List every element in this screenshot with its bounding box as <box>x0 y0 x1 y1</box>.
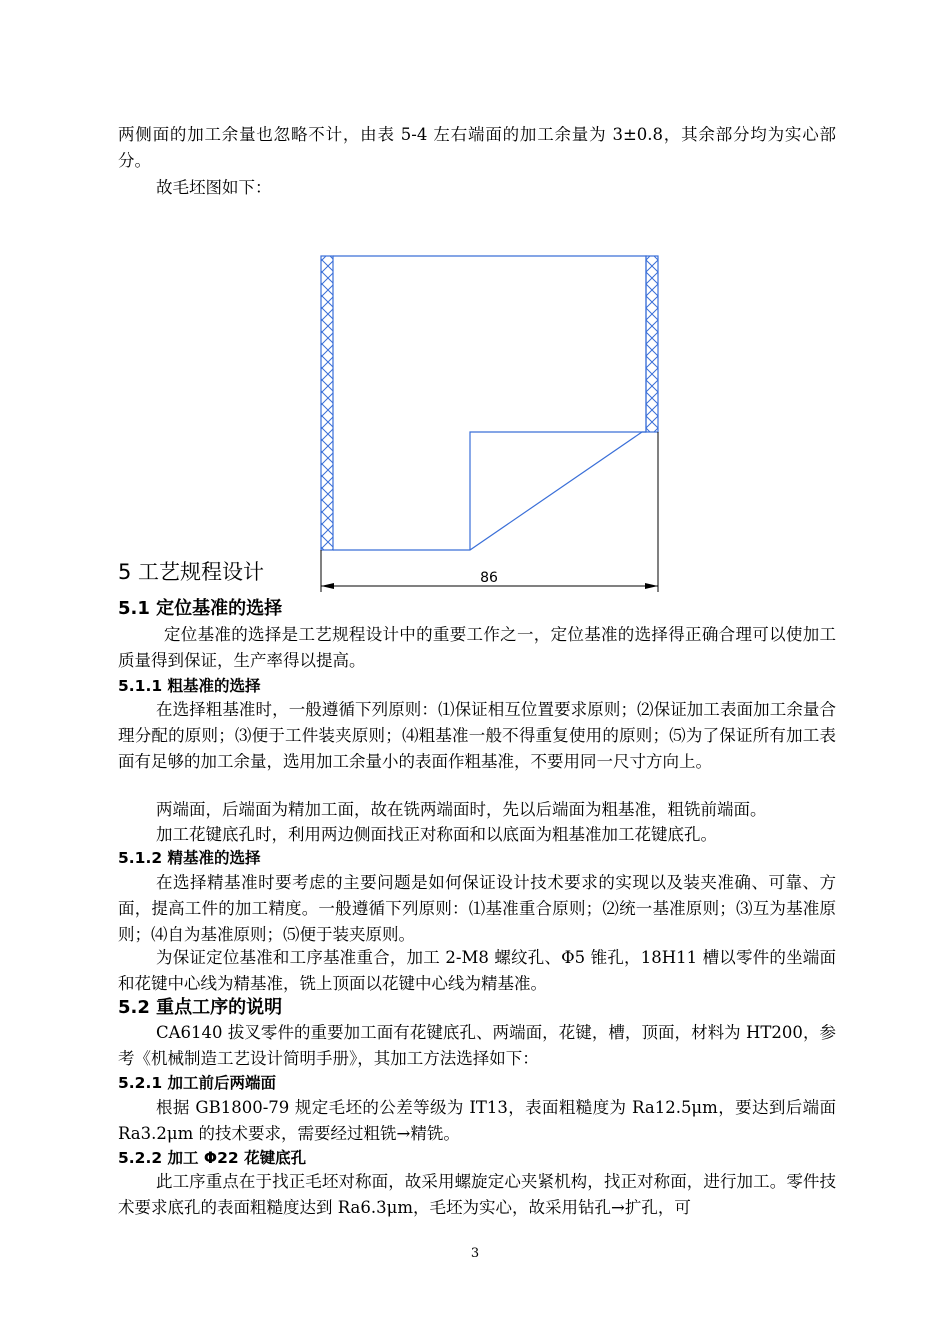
paragraph-5-1-1-a: 在选择粗基准时，一般遵循下列原则：⑴保证相互位置要求原则；⑵保证加工表面加工余量合理分配的原则；⑶便于工件装夹原则；⑷粗基准一般不得重复使用的原则；⑸为了保证所有加工表面有足够的加工余量，选用加工余量小的表面作粗基准，不要用同一尺寸方向上。 <box>118 700 836 771</box>
heading-section-5: 5 工艺规程设计 <box>118 560 265 584</box>
blank-drawing-svg <box>310 248 670 593</box>
paragraph-intro-2: 故毛坯图如下： <box>156 178 272 197</box>
heading-section-5-1-2: 5.1.2 精基准的选择 <box>118 849 261 867</box>
dimension-label: 86 <box>480 570 498 586</box>
paragraph-5-2: CA6140 拔叉零件的重要加工面有花键底孔、两端面，花键，槽，顶面，材料为 HT200，参考《机械制造工艺设计简明手册》，其加工方法选择如下： <box>118 1023 836 1068</box>
heading-section-5-1-1: 5.1.1 粗基准的选择 <box>118 677 261 695</box>
paragraph-5-2-2: 此工序重点在于找正毛坯对称面，故采用螺旋定心夹紧机构，找正对称面，进行加工。零件技术要求底孔的表面粗糙度达到 Ra6.3μm，毛坯为实心，故采用钻孔→扩孔，可 <box>118 1172 836 1217</box>
paragraph-5-1-2-a: 在选择精基准时要考虑的主要问题是如何保证设计技术要求的实现以及装夹准确、可靠、方面，提高工件的加工精度。一般遵循下列原则：⑴基准重合原则；⑵统一基准原则；⑶互为基准原则；⑷自为基准原则；⑸便于装夹原则。 <box>118 873 836 944</box>
left-machining-allowance <box>321 256 333 550</box>
page-number: 3 <box>470 1246 480 1261</box>
paragraph-5-1-2-b: 为保证定位基准和工序基准重合，加工 2-M8 螺纹孔、Φ5 锥孔，18H11 槽以零件的坐端面和花键中心线为精基准，铣上顶面以花键中心线为精基准。 <box>118 948 836 993</box>
paragraph-intro-1: 两侧面的加工余量也忽略不计，由表 5-4 左右端面的加工余量为 3±0.8，其余部分均为实心部分。 <box>118 125 836 170</box>
heading-section-5-2: 5.2 重点工序的说明 <box>118 997 283 1018</box>
arrow-left-icon <box>321 583 334 589</box>
paragraph-5-2-1: 根据 GB1800-79 规定毛坯的公差等级为 IT13，表面粗糙度为 Ra12.5μm，要达到后端面 Ra3.2μm 的技术要求，需要经过粗铣→精铣。 <box>118 1098 836 1143</box>
heading-section-5-2-2: 5.2.2 加工 Φ22 花键底孔 <box>118 1149 307 1167</box>
arrow-right-icon <box>645 583 658 589</box>
paragraph-5-1-1-b: 两端面，后端面为精加工面，故在铣两端面时，先以后端面为粗基准，粗铣前端面。 <box>156 800 767 819</box>
right-machining-allowance <box>646 256 658 432</box>
heading-section-5-2-1: 5.2.1 加工前后两端面 <box>118 1074 277 1092</box>
paragraph-5-1: 定位基准的选择是工艺规程设计中的重要工作之一，定位基准的选择得正确合理可以使加工质量得到保证，生产率得以提高。 <box>118 625 836 670</box>
paragraph-5-1-1-c: 加工花键底孔时，利用两边侧面找正对称面和以底面为粗基准加工花键底孔。 <box>156 825 717 844</box>
blank-outline <box>333 256 646 550</box>
heading-section-5-1: 5.1 定位基准的选择 <box>118 598 283 619</box>
blank-drawing-figure <box>310 248 670 597</box>
